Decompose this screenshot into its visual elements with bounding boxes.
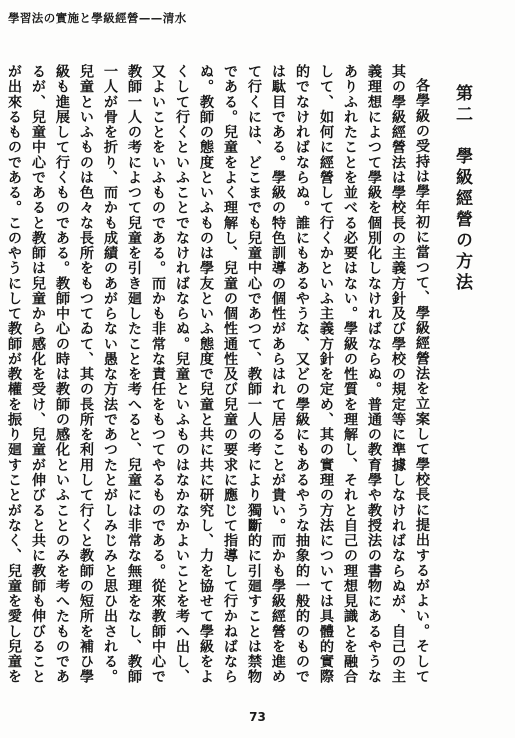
page-number: 73 [249,710,266,724]
body-paragraph: 各學級の受持は學年初に當つて、學級經營法を立案して學校長に提出するがよい。そして其の學級經營法は學校長の主義方針及び學校の規定等に準據しなければならぬが、自己の主義理想によつて學級を個別化しなければならぬ。普通の教育學や教授法の書物にあるやうなありふれたことを並べる必要はない。學級の性質を理解し、それと自己の理想見識とを融合して、如何に經營して行くかといふ主義方針を定め、其の實理の方法については具體的實際的でなければならぬ。誰にもあるやうな、又どの學級にもあるやうな抽象的一般的のものでは駄目である。學級の特色訓導の個性があらはれて居ることが貴い。而かも學級經營を進めて行くには、どこまでも兒童中心であつて、教師一人の考により獨斷的に引廻すことは禁物である。兒童をよく理解し、兒童の個性通性及び兒童の要求に應じて指導して行かねばならぬ。教師の態度といふものは學友といふ態度で兒童と共に共に研究し、力を協せて學級をよくして行くといふことでなければならぬ。兒童といふものはなかなかよいことを考へ出し、又よいことをいふものである。而かも非常な責任をもつてやるものである。從來教師中心で教師一人の考によつて兒童を引き廻したことを考へると、兒童には非常な無理をなし、教師一人が骨を折り、而かも成績のあがらない愚な方法であつたとがしみじみと思ひ出される。兒童といふものは色々な長所をもつてゐて、其の長所を利用して行くと教師の短所を補ひ學級も進展して行くものである。教師中心の時は教師の感化といふことのみを考へたものであるが、兒童中心であると教師は兒童から感化を受け、兒童が伸びると共に教師も伸びることが出來るものである。このやうにして教師が教權を振り廻すことがなく、兒童を愛し兒童を [6,64,430,684]
section-title: 第二 學級經營の方法 [452,84,472,294]
vertical-text-block [6,64,474,684]
running-header: 學習法の實施と學級經營——清水 [8,11,187,25]
